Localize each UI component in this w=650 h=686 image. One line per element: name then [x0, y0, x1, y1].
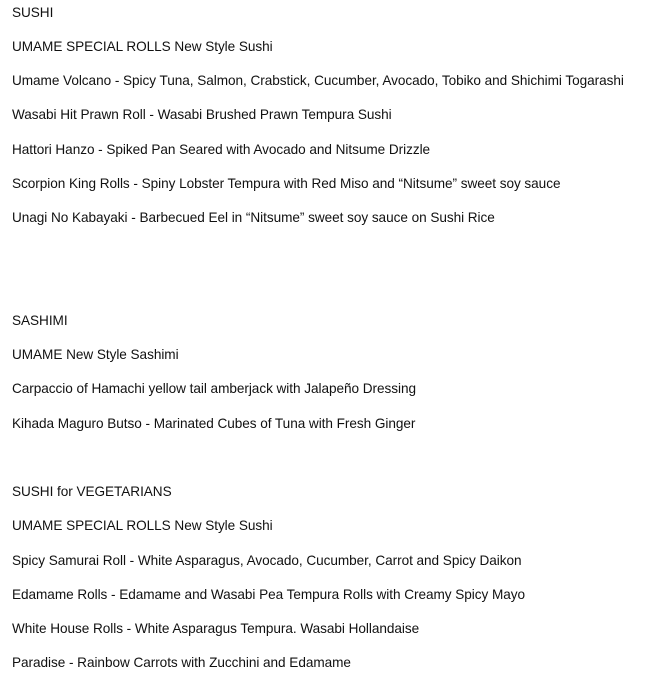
menu-item: UMAME New Style Sashimi [12, 347, 179, 362]
menu-item: White House Rolls - White Asparagus Tempura. Wasabi Hollandaise [12, 621, 420, 636]
menu-item: UMAME SPECIAL ROLLS New Style Sushi [12, 518, 273, 533]
menu-item: UMAME SPECIAL ROLLS New Style Sushi [12, 39, 273, 54]
menu-item: Kihada Maguro Butso - Marinated Cubes of Tuna with Fresh Ginger [12, 416, 416, 431]
menu-item: Paradise - Rainbow Carrots with Zucchini and Edamame [12, 655, 351, 670]
section-heading-sushi: SUSHI [12, 5, 54, 20]
section-heading-vegetarian: SUSHI for VEGETARIANS [12, 484, 172, 499]
section-heading-sashimi: SASHIMI [12, 313, 68, 328]
menu-item: Umame Volcano - Spicy Tuna, Salmon, Crabstick, Cucumber, Avocado, Tobiko and Shichimi Togarashi [12, 73, 624, 88]
menu-item: Spicy Samurai Roll - White Asparagus, Avocado, Cucumber, Carrot and Spicy Daikon [12, 553, 522, 568]
menu-item: Scorpion King Rolls - Spiny Lobster Tempura with Red Miso and “Nitsume” sweet soy sauce [12, 176, 561, 191]
menu-item: Hattori Hanzo - Spiked Pan Seared with Avocado and Nitsume Drizzle [12, 142, 431, 157]
menu-item: Wasabi Hit Prawn Roll - Wasabi Brushed Prawn Tempura Sushi [12, 107, 392, 122]
menu-item: Unagi No Kabayaki - Barbecued Eel in “Nitsume” sweet soy sauce on Sushi Rice [12, 210, 495, 225]
menu-item: Edamame Rolls - Edamame and Wasabi Pea Tempura Rolls with Creamy Spicy Mayo [12, 587, 526, 602]
menu-item: Carpaccio of Hamachi yellow tail amberjack with Jalapeño Dressing [12, 381, 416, 396]
